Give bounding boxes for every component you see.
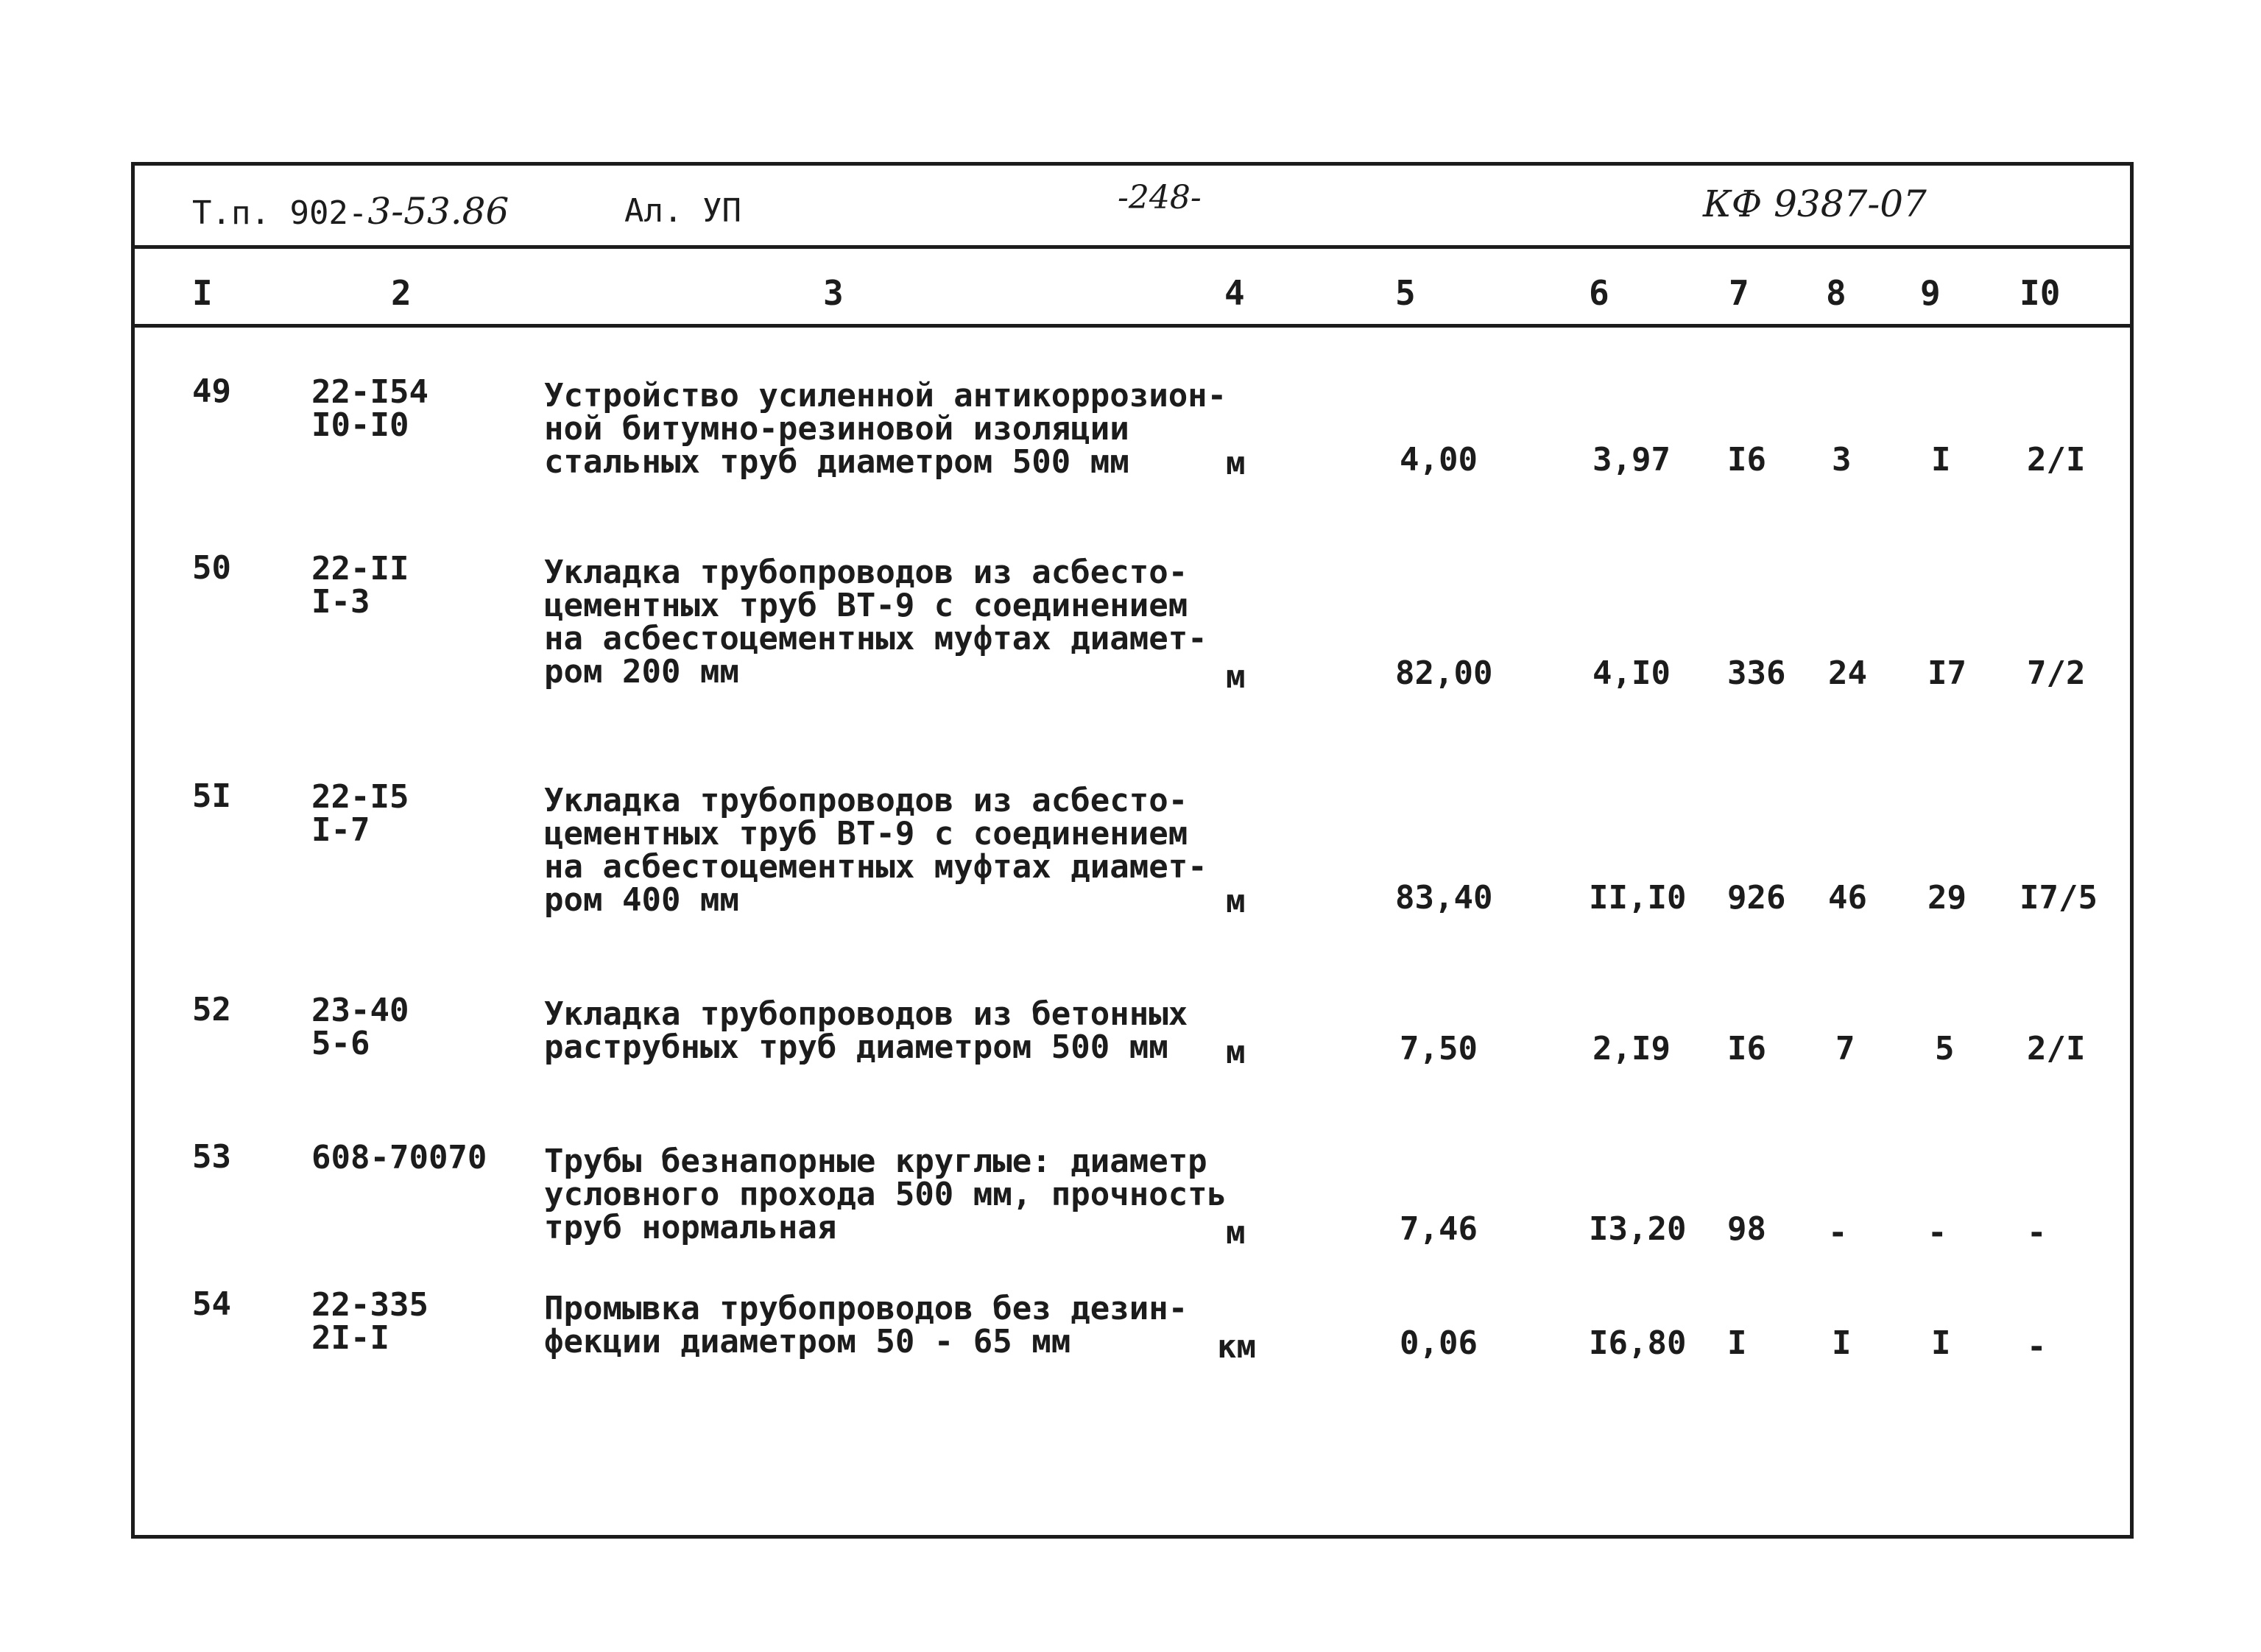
row-quantity: 4,00: [1400, 441, 1478, 479]
row-col10: 2/I: [2027, 1030, 2086, 1067]
description-line: стальных труб диаметром 500 мм: [544, 443, 1129, 481]
row-quantity: 82,00: [1395, 654, 1493, 692]
row-code-line: I0-I0: [311, 406, 409, 444]
row-col8: 3: [1832, 441, 1852, 479]
row-code: [311, 1288, 428, 1355]
row-unit: м: [1226, 1034, 1246, 1071]
document-sheet: [131, 162, 2134, 1539]
description-line: ром 400 мм: [544, 881, 739, 919]
description-line: Трубы безнапорные круглые: диаметр: [544, 1143, 1207, 1180]
row-col7: I: [1727, 1324, 1747, 1362]
row-unit: м: [1226, 1214, 1246, 1252]
row-code: [311, 994, 409, 1060]
row-code: [311, 1141, 487, 1174]
row-code-line: 22-II: [311, 550, 409, 587]
row-col6: I6,80: [1589, 1324, 1687, 1362]
row-col6: 4,I0: [1592, 654, 1671, 692]
row-code-line: 22-I54: [311, 373, 428, 411]
column-header-10: I0: [2020, 273, 2061, 313]
row-code: [311, 780, 409, 847]
row-code-line: 2I-I: [311, 1319, 389, 1357]
row-col6: 3,97: [1592, 441, 1671, 479]
row-unit: м: [1226, 883, 1246, 920]
row-description: [544, 784, 1207, 917]
description-line: труб нормальная: [544, 1209, 837, 1246]
column-header-8: 8: [1826, 273, 1846, 313]
row-col8: I: [1832, 1324, 1852, 1362]
row-code-line: 22-335: [311, 1286, 428, 1324]
row-col7: 98: [1727, 1210, 1766, 1248]
row-unit: м: [1226, 445, 1246, 482]
description-line: на асбестоцементных муфтах диамет-: [544, 848, 1207, 886]
row-col8: 24: [1828, 654, 1867, 692]
row-quantity: 0,06: [1400, 1324, 1478, 1362]
row-col10: -: [2027, 1214, 2047, 1252]
description-line: Укладка трубопроводов из бетонных: [544, 995, 1188, 1033]
row-code-line: 23-40: [311, 992, 409, 1029]
column-header-3: 3: [823, 273, 844, 313]
row-description: [544, 1145, 1227, 1244]
row-number: 54: [192, 1285, 231, 1323]
title-divider: [135, 245, 2130, 249]
description-line: ром 200 мм: [544, 653, 739, 691]
page-number: -248-: [1118, 179, 1202, 216]
row-col7: I6: [1727, 1030, 1766, 1067]
album-label: Ал. УП: [624, 192, 741, 230]
description-line: фекции диаметром 50 - 65 мм: [544, 1323, 1071, 1360]
description-line: цементных труб ВТ-9 с соединением: [544, 815, 1188, 853]
description-line: ной битумно-резиновой изоляции: [544, 410, 1129, 448]
row-unit: м: [1226, 658, 1246, 696]
row-col7: 926: [1727, 879, 1786, 917]
description-line: Промывка трубопроводов без дезин-: [544, 1290, 1188, 1327]
row-code-line: 5-6: [311, 1025, 370, 1062]
column-header-7: 7: [1729, 273, 1749, 313]
column-header-2: 2: [391, 273, 412, 313]
description-line: на асбестоцементных муфтах диамет-: [544, 620, 1207, 657]
row-col9: I7: [1927, 654, 1967, 692]
row-col10: -: [2027, 1328, 2047, 1366]
row-quantity: 83,40: [1395, 879, 1493, 917]
row-code-line: 22-I5: [311, 778, 409, 816]
row-col6: I3,20: [1589, 1210, 1687, 1248]
row-col7: 336: [1727, 654, 1786, 692]
row-code: [311, 550, 409, 621]
row-col9: I: [1931, 1324, 1951, 1362]
row-col10: 2/I: [2027, 441, 2086, 479]
row-number: 49: [192, 373, 231, 410]
row-code-line: I-7: [311, 811, 370, 849]
row-description: [544, 1292, 1188, 1358]
row-description: [544, 995, 1188, 1066]
row-quantity: 7,46: [1400, 1210, 1478, 1248]
row-col6: 2,I9: [1592, 1030, 1671, 1067]
column-header-6: 6: [1589, 273, 1609, 313]
description-line: Укладка трубопроводов из асбесто-: [544, 782, 1188, 819]
row-col8: 7: [1835, 1030, 1855, 1067]
description-line: цементных труб ВТ-9 с соединением: [544, 587, 1188, 624]
row-number: 50: [192, 549, 231, 587]
row-number: 52: [192, 991, 231, 1028]
row-code-line: 608-70070: [311, 1139, 487, 1176]
row-col10: 7/2: [2027, 654, 2086, 692]
row-col6: II,I0: [1589, 879, 1687, 917]
project-number-prefix: Т.п. 902-: [192, 194, 368, 232]
column-header-9: 9: [1920, 273, 1941, 313]
row-number: 5I: [192, 777, 231, 815]
column-header-1: I: [192, 273, 213, 313]
project-number: [192, 190, 509, 233]
description-line: Укладка трубопроводов из асбесто-: [544, 554, 1188, 591]
archive-stamp-code: КФ 9387-07: [1703, 183, 1927, 225]
column-header-4: 4: [1224, 273, 1245, 313]
row-number: 53: [192, 1138, 231, 1176]
row-col9: 29: [1927, 879, 1967, 917]
description-line: Устройство усиленной антикоррозион-: [544, 377, 1227, 414]
row-col9: 5: [1935, 1030, 1955, 1067]
row-code-line: I-3: [311, 583, 370, 621]
row-description: [544, 554, 1207, 691]
row-col8: 46: [1828, 879, 1867, 917]
row-col8: -: [1828, 1214, 1848, 1252]
row-quantity: 7,50: [1400, 1030, 1478, 1067]
row-code: [311, 375, 428, 442]
row-col9: -: [1927, 1214, 1947, 1252]
project-number-handwritten: 3-53.86: [367, 190, 509, 233]
row-col7: I6: [1727, 441, 1766, 479]
row-unit: км: [1217, 1328, 1256, 1366]
row-col9: I: [1931, 441, 1951, 479]
description-line: условного прохода 500 мм, прочность: [544, 1176, 1227, 1213]
column-header-5: 5: [1395, 273, 1416, 313]
description-line: раструбных труб диаметром 500 мм: [544, 1028, 1168, 1066]
row-col10: I7/5: [2020, 879, 2098, 917]
row-description: [544, 379, 1227, 479]
header-divider: [135, 324, 2130, 328]
